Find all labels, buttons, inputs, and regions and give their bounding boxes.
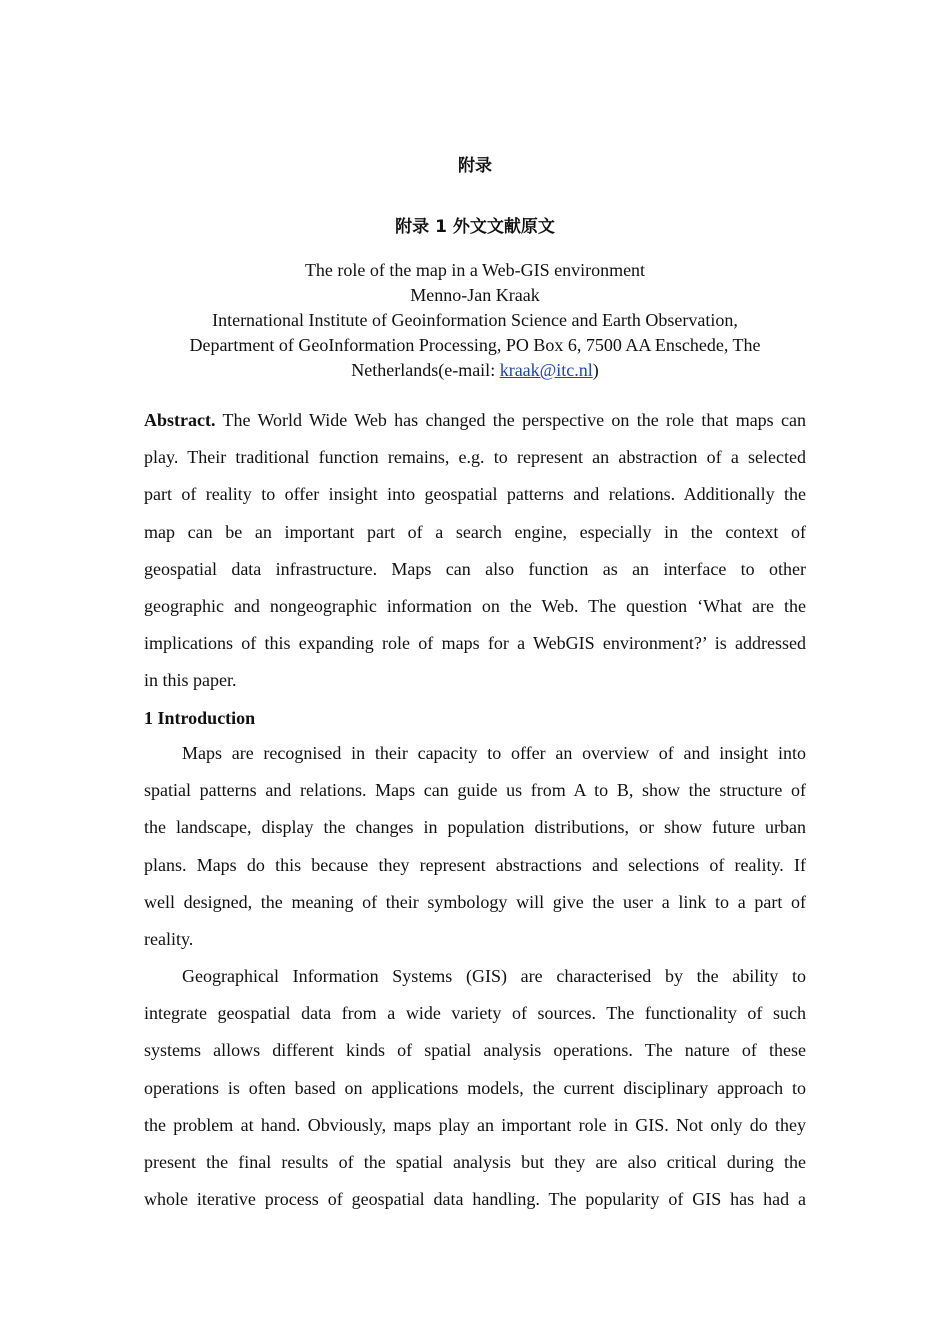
affiliation-line-3 — [144, 358, 806, 383]
paragraph-line: systems allows different kinds of spatial analysis operations. The nature of these — [144, 1040, 806, 1061]
abstract-line: geographic and nongeographic information on the Web. The question ‘What are the — [144, 596, 806, 617]
paper-author: Menno-Jan Kraak — [410, 285, 540, 305]
paragraph-line: Maps are recognised in their capacity to offer an overview of and insight into — [182, 743, 806, 763]
introduction-paragraph-2 — [144, 958, 806, 1218]
abstract-line: Abstract. The World Wide Web has changed the perspective on the role that maps can — [144, 410, 806, 430]
paper-title: The role of the map in a Web-GIS environment — [304, 260, 646, 280]
paragraph-line: whole iterative process of geospatial data handling. The popularity of GIS has had a — [144, 1189, 806, 1210]
paragraph-line: spatial patterns and relations. Maps can guide us from A to B, show the structure of — [144, 780, 806, 801]
paragraph-line: the landscape, display the changes in population distributions, or show future urban — [144, 817, 806, 838]
paragraph-line: Geographical Information Systems (GIS) are characterised by the ability to — [182, 966, 806, 986]
abstract-line: play. Their traditional function remains, e.g. to represent an abstraction of a selected — [144, 447, 806, 468]
affiliation-line-1: International Institute of Geoinformation Science and Earth Observation, — [212, 310, 738, 330]
paragraph-line: integrate geospatial data from a wide variety of sources. The functionality of such — [144, 1003, 806, 1024]
appendix-subheading: 附录 1 外文文献原文 — [395, 217, 555, 237]
introduction-paragraph-1 — [144, 735, 806, 958]
section-heading-introduction: 1 Introduction — [144, 708, 256, 728]
paragraph-line: the problem at hand. Obviously, maps play an important role in GIS. Not only do they — [144, 1114, 806, 1135]
paper-title-block — [144, 258, 806, 383]
abstract-line: implications of this expanding role of maps for a WebGIS environment?’ is addressed — [144, 633, 806, 654]
abstract-line: part of reality to offer insight into geospatial patterns and relations. Additionally the — [144, 484, 806, 505]
abstract-label: Abstract. — [144, 410, 216, 430]
paragraph-line: plans. Maps do this because they represent abstractions and selections of reality. If — [144, 854, 806, 875]
abstract-paragraph — [144, 402, 806, 700]
abstract-line: in this paper. — [144, 670, 237, 691]
paragraph-line: operations is often based on applications models, the current disciplinary approach to — [144, 1077, 806, 1098]
affiliation-line-2: Department of GeoInformation Processing, PO Box 6, 7500 AA Enschede, The — [189, 335, 761, 355]
paragraph-line: present the final results of the spatial analysis but they are also critical during the — [144, 1152, 806, 1173]
appendix-heading: 附录 — [458, 156, 492, 176]
paragraph-line: well designed, the meaning of their symbology will give the user a link to a part of — [144, 891, 806, 912]
email-link[interactable]: kraak@itc.nl — [499, 360, 593, 380]
abstract-line: map can be an important part of a search engine, especially in the context of — [144, 521, 806, 542]
affiliation-line-3-suffix: ) — [592, 360, 599, 380]
abstract-line: geospatial data infrastructure. Maps can also function as an interface to other — [144, 558, 806, 579]
affiliation-line-3-prefix: Netherlands(e-mail: — [351, 360, 500, 380]
paragraph-line: reality. — [144, 929, 194, 950]
